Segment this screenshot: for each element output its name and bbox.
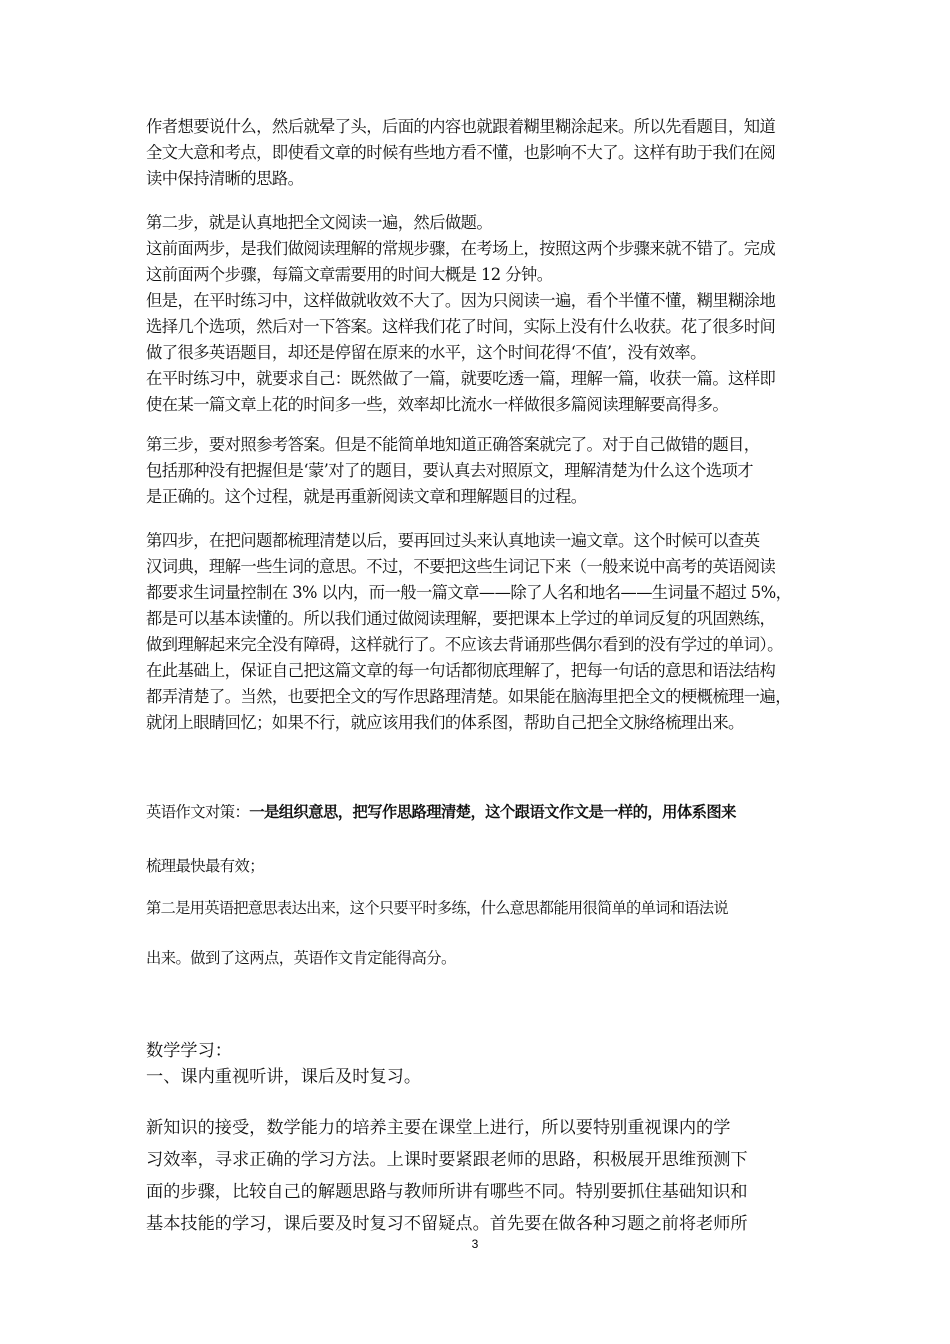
essay-strategy-line-4: 出来。做到了这两点，英语作文肯定能得高分。 <box>146 949 456 967</box>
text-line: 第三步，要对照参考答案。但是不能简单地知道正确答案就完了。对于自己做错的题目， <box>146 435 760 454</box>
text-line: 选择几个选项，然后对一下答案。这样我们花了时间，实际上没有什么收获。花了很多时间 <box>146 317 776 336</box>
text-line: 汉词典，理解一些生词的意思。不过，不要把这些生词记下来（一般来说中高考的英语阅读 <box>146 557 776 576</box>
text-line: 在平时练习中，就要求自己：既然做了一篇，就要吃透一篇，理解一篇，收获一篇。这样即 <box>146 369 776 388</box>
page-number: 3 <box>471 1237 479 1251</box>
text-line: 习效率，寻求正确的学习方法。上课时要紧跟老师的思路，积极展开思维预测下 <box>146 1150 748 1170</box>
essay-point-one: 一是组织意思，把写作思路理清楚，这个跟语文作文是一样的，用体系图来 <box>249 803 736 821</box>
paragraph-step-two <box>146 210 812 418</box>
text-line: 是正确的。这个过程，就是再重新阅读文章和理解题目的过程。 <box>146 487 587 506</box>
essay-strategy-line-2: 梳理最快最有效； <box>146 857 264 875</box>
text-line: 包括那种没有把握但是‘蒙’对了的题目，要认真去对照原文，理解清楚为什么这个选项才 <box>146 461 754 480</box>
text-line: 都弄清楚了。当然，也要把全文的写作思路理清楚。如果能在脑海里把全文的梗概梳理一遍， <box>146 687 791 706</box>
math-section-heading <box>146 1038 812 1090</box>
essay-label: 英语作文对策： <box>146 803 250 821</box>
text-line: 作者想要说什么，然后就晕了头，后面的内容也就跟着糊里糊涂起来。所以先看题目，知道 <box>146 117 776 136</box>
text-line: 都是可以基本读懂的。所以我们通过做阅读理解，要把课本上学过的单词反复的巩固熟练， <box>146 609 776 628</box>
text-line: 做到理解起来完全没有障碍，这样就行了。不应该去背诵那些偶尔看到的没有学过的单词）。 <box>146 635 783 654</box>
text-line: 全文大意和考点，即使看文章的时候有些地方看不懂，也影响不大了。这样有助于我们在阅 <box>146 143 776 162</box>
essay-strategy-line-1 <box>146 798 816 826</box>
text-line: 新知识的接受，数学能力的培养主要在课堂上进行，所以要特别重视课内的学 <box>146 1118 731 1138</box>
text-line: 使在某一篇文章上花的时间多一些，效率却比流水一样做很多篇阅读理解要高得多。 <box>146 395 729 414</box>
text-line: 但是，在平时练习中，这样做就收效不大了。因为只阅读一遍，看个半懂不懂，糊里糊涂地 <box>146 291 776 310</box>
text-line: 就闭上眼睛回忆；如果不行，就应该用我们的体系图，帮助自己把全文脉络梳理出来。 <box>146 713 744 732</box>
text-line: 这前面两步，是我们做阅读理解的常规步骤，在考场上，按照这两个步骤来就不错了。完成 <box>146 239 776 258</box>
text-line: 这前面两个步骤，每篇文章需要用的时间大概是 12 分钟。 <box>146 265 553 284</box>
math-subtitle: 一、课内重视听讲，课后及时复习。 <box>146 1067 422 1087</box>
text-line: 基本技能的学习，课后要及时复习不留疑点。首先要在做各种习题之前将老师所 <box>146 1214 748 1234</box>
essay-strategy-line-3: 第二是用英语把意思表达出来，这个只要平时多练，什么意思都能用很简单的单词和语法说 <box>146 899 728 917</box>
math-title: 数学学习： <box>146 1041 232 1061</box>
text-line: 都要求生词量控制在 3% 以内，而一般一篇文章——除了人名和地名——生词量不超过 5%， <box>146 583 792 602</box>
text-line: 在此基础上，保证自己把这篇文章的每一句话都彻底理解了，把每一句话的意思和语法结构 <box>146 661 776 680</box>
text-line: 读中保持清晰的思路。 <box>146 169 304 188</box>
text-line: 做了很多英语题目，却还是停留在原来的水平，这个时间花得‘不值’，没有效率。 <box>146 343 706 362</box>
text-line: 面的步骤，比较自己的解题思路与教师所讲有哪些不同。特别要抓住基础知识和 <box>146 1182 748 1202</box>
paragraph-reading-intro <box>146 114 812 192</box>
text-line: 第二步，就是认真地把全文阅读一遍，然后做题。 <box>146 213 493 232</box>
paragraph-step-three <box>146 432 812 510</box>
text-line: 第四步，在把问题都梳理清楚以后，要再回过头来认真地读一遍文章。这个时候可以查英 <box>146 531 760 550</box>
math-paragraph <box>146 1112 812 1240</box>
paragraph-step-four <box>146 528 812 736</box>
